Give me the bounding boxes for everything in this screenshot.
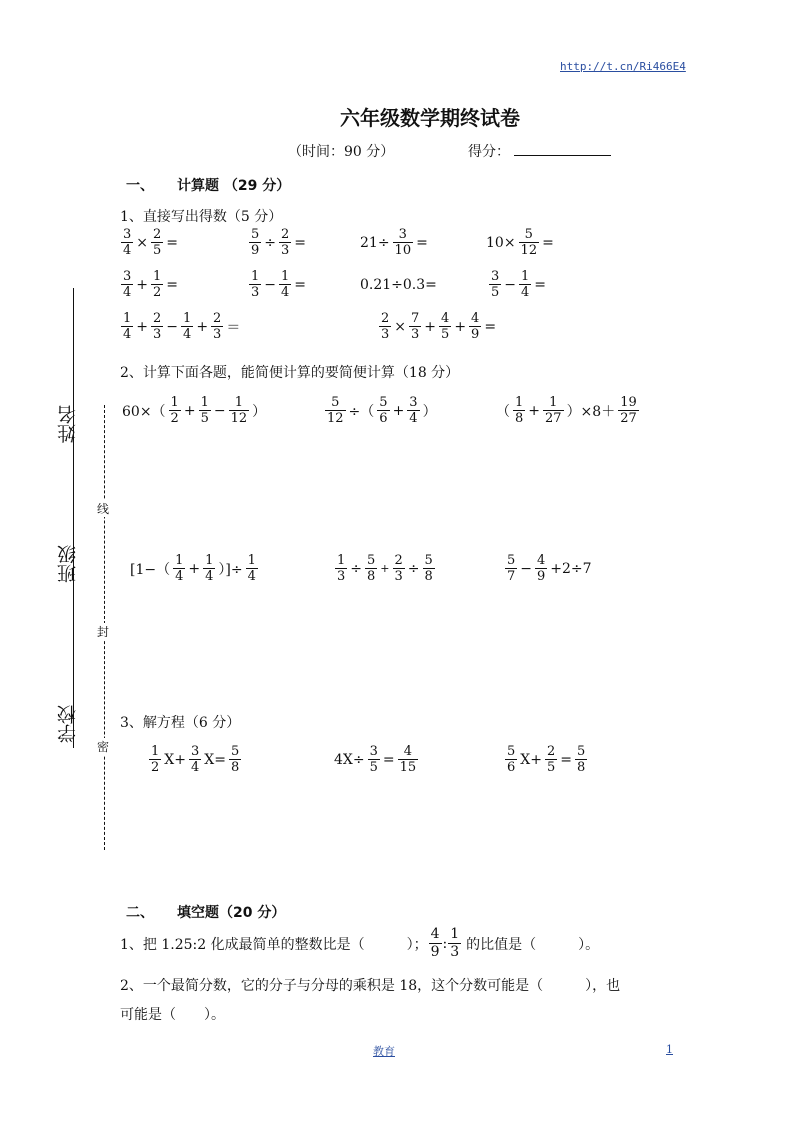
- q3-eq-1: $\frac{1}{2}$ X+ $\frac{3}{4}$ X= $\frac{5}{8}$: [151, 744, 240, 775]
- q1-expr-4: 10× $\frac{5}{12}$ =: [486, 227, 554, 258]
- score-label: 得分：: [468, 144, 510, 160]
- section2-heading: 填空题（20 分）: [177, 905, 286, 921]
- q1-expr-8: $\frac{3}{5}$ − $\frac{1}{4}$ =: [491, 269, 547, 300]
- binding-secret-mark: 密: [97, 740, 110, 754]
- q1-expr-5: $\frac{3}{4}$ + $\frac{1}{2}$ =: [123, 269, 179, 300]
- exam-time: （时间：90 分）: [288, 144, 395, 160]
- q1-expr-6: $\frac{1}{3}$ − $\frac{1}{4}$ =: [251, 269, 307, 300]
- q1-expr-7: 0.21÷0.3=: [360, 277, 437, 293]
- q2-expr-3: （ $\frac{1}{8}$ + $\frac{1}{27}$ ）×8＋ $\frac{19}{27}$: [496, 395, 637, 426]
- section1-heading: 计算题 （29 分）: [177, 178, 291, 194]
- binding-solid-line: [73, 288, 74, 748]
- q1-expr-3: 21÷ $\frac{3}{10}$ =: [360, 227, 428, 258]
- binding-name-label: 姓名: [57, 405, 79, 443]
- header-url-link[interactable]: http://t.cn/Ri466E4: [560, 60, 686, 73]
- q3-label: 3、解方程（6 分）: [120, 715, 241, 731]
- q2-expr-1: 60×（ $\frac{1}{2}$ + $\frac{1}{5}$ − $\frac{1}{12}$ ）: [122, 395, 267, 426]
- binding-seal-mark: 封: [97, 625, 110, 639]
- q1-label: 1、直接写出得数（5 分）: [120, 209, 283, 225]
- q1-expr-2: $\frac{5}{9}$ ÷ $\frac{2}{3}$ =: [251, 227, 307, 258]
- q1-expr-10: $\frac{2}{3}$ × $\frac{7}{3}$ + $\frac{4}{5}$ + $\frac{4}{9}$ =: [381, 311, 497, 342]
- s2-q2-line1: 2、一个最简分数，它的分子与分母的乘积是 18，这个分数可能是（ ），也: [120, 978, 621, 994]
- q2-expr-5: $\frac{1}{3}$ ÷ $\frac{5}{8}$ + $\frac{2}{3}$ ÷ $\frac{5}{8}$: [337, 553, 433, 584]
- binding-class-label: 班级: [57, 545, 79, 583]
- binding-line-mark: 线: [97, 502, 110, 516]
- q3-eq-2: 4X÷ $\frac{3}{5}$ = $\frac{4}{15}$: [334, 744, 417, 775]
- q2-expr-2: $\frac{5}{12}$ ÷（ $\frac{5}{6}$ + $\frac{3}{4}$ ）: [327, 395, 437, 426]
- page-title: 六年级数学期终试卷: [340, 106, 520, 130]
- section2-number: 二、: [126, 905, 154, 921]
- q2-expr-4: [1−（ $\frac{1}{4}$ + $\frac{1}{4}$ ）]÷ $\frac{1}{4}$: [130, 553, 256, 584]
- page-number: 1: [666, 1043, 673, 1056]
- s2-q2-line2: 可能是（ ）。: [120, 1007, 225, 1023]
- q1-expr-1: $\frac{3}{4}$ × $\frac{2}{5}$ =: [123, 227, 179, 258]
- q1-expr-9: $\frac{1}{4}$ + $\frac{2}{3}$ − $\frac{1}{4}$ + $\frac{2}{3}$ ＝: [123, 311, 241, 342]
- q3-eq-3: $\frac{5}{6}$ X+ $\frac{2}{5}$ = $\frac{5}{8}$: [507, 744, 586, 775]
- s2-q1: 1、把 1.25:2 化成最简单的整数比是（ ）； $\frac{4}{9}$ : $\frac{1}{3}$ 的比值是（ ）。: [120, 926, 600, 960]
- section1-number: 一、: [126, 178, 154, 194]
- q2-label: 2、计算下面各题，能简便计算的要简便计算（18 分）: [120, 365, 460, 381]
- score-blank[interactable]: [514, 155, 611, 156]
- binding-school-label: 学校: [57, 705, 79, 743]
- footer-center-link[interactable]: 教育: [373, 1045, 395, 1058]
- q2-expr-6: $\frac{5}{7}$ − $\frac{4}{9}$ +2÷7: [507, 553, 592, 584]
